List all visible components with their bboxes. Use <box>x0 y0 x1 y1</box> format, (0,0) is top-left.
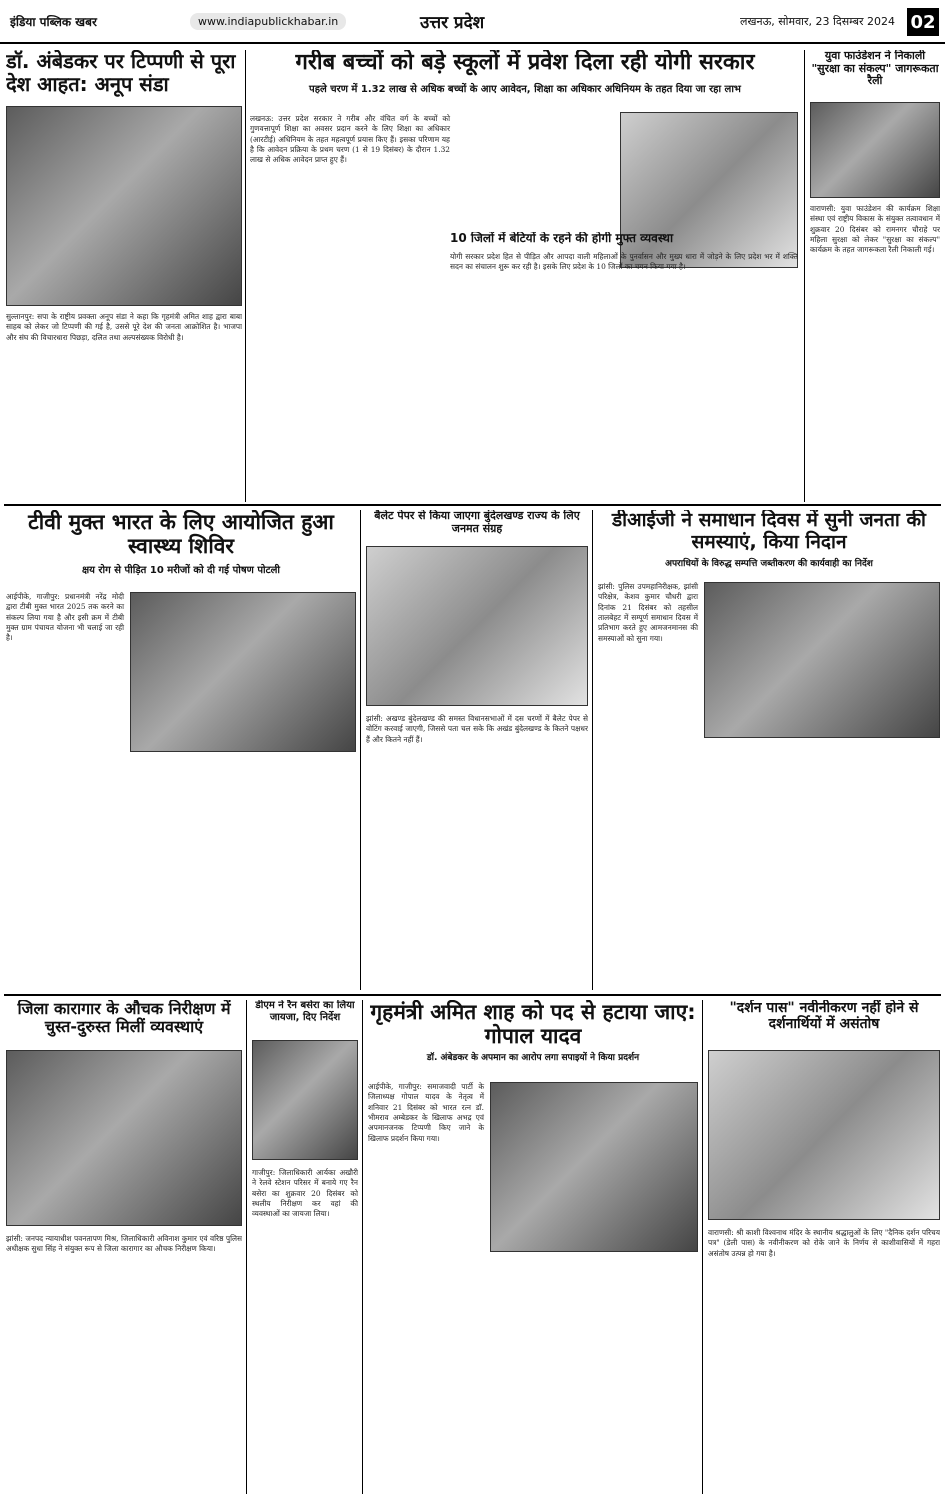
headline: डॉ. अंबेडकर पर टिप्पणी से पूरा देश आहत: अनूप संडा <box>6 50 236 96</box>
article-youth-rally <box>810 50 940 500</box>
website-url[interactable]: www.indiapublickhabar.in <box>190 13 346 30</box>
article-body: झांसी: जनपद न्यायाधीश पवनतापण मिश्र, जिलाधिकारी अविनाश कुमार एवं वरिष्ठ पुलिस अधीक्षक सुधा सिंह ने संयुक्त रूप से जिला कारागार का औचक निरीक्षण किया। <box>6 1234 242 1254</box>
article-body: योगी सरकार प्रदेश हित से पीड़ित और आपदा वाली महिलाओं के पुनर्वासन और मुख्य धारा में जोड़ने के लिए प्रदेश भर में शक्ति सदन का संचालन शुरू कर रही है। इसके लिए प्रदेश के 10 जिलों का चयन किया गया है। <box>450 251 798 272</box>
article-body: सुल्तानपुर: सपा के राष्ट्रीय प्रवक्ता अनूप संडा ने कहा कि गृहमंत्री अमित शाह द्वारा बाबा साहब को लेकर जो टिप्पणी की गई है, उससे पूरे देश की जनता आक्रोशित है। भाजपा और संघ की विचारधारा पिछड़ा, दलित तथा अल्पसंख्यक विरोधी है। <box>6 312 242 342</box>
article-amit-shah <box>368 1000 698 1494</box>
article-body: वाराणसी: युवा फाउंडेशन की कार्यक्रम शिक्षा संस्था एवं राष्ट्रीय विकास के संयुक्त तत्वावधान में शुक्रवार 20 दिसंबर को रामनगर चौराहे पर महिला सुरक्षा को लेकर "सुरक्षा का संकल्प" कार्यक्रम के तहत जागरूकता रैली निकाली गई। <box>810 204 940 255</box>
article-jail <box>6 1000 242 1494</box>
article-body: लखनऊ: उत्तर प्रदेश सरकार ने गरीब और वंचित वर्ग के बच्चों को गुणवत्तापूर्ण शिक्षा का अवसर प्रदान करने के लिए शिक्षा का अधिकार (आरटीई) अधिनियम के तहत महत्वपूर्ण प्रयास किए हैं। इसका परिणाम यह है कि आवेदन प्रक्रिया के प्रथम चरण (1 से 19 दिसंबर) के दौरान 1.32 लाख से अधिक आवेदन प्राप्त हुए हैं। <box>250 114 450 165</box>
darshan-photo <box>708 1050 940 1220</box>
protest-photo <box>6 106 242 306</box>
headline: युवा फाउंडेशन ने निकाली "सुरक्षा का संकल्प" जागरूकता रैली <box>811 50 939 88</box>
article-body: झांसी: पुलिस उपमहानिरीक्षक, झांसी परिक्षेत्र, केशव कुमार चौधरी द्वारा दिनांक 21 दिसंबर को तहसील तालबेहट में सम्पूर्ण समाधान दिवस में प्रतिभाग करते हुए आमजनमानस की समस्याओं को सुना गया। <box>598 582 698 643</box>
page-number: 02 <box>907 8 939 36</box>
article-dm-shelter <box>252 1000 358 1494</box>
subhead: अपराधियों के विरुद्ध सम्पत्ति जब्तीकरण की कार्यवाही का निर्देश <box>665 558 873 569</box>
headline: बैलेट पेपर से किया जाएगा बुंदेलखण्ड राज्य के लिए जनमत संग्रह <box>374 510 580 535</box>
headline: "दर्शन पास" नवीनीकरण नहीं होने से दर्शनार्थियों में असंतोष <box>729 1000 919 1033</box>
article-body: वाराणसी: श्री काशी विश्वनाथ मंदिर के स्थानीय श्रद्धालुओं के लिए "दैनिक दर्शन परिचय पत्र" (डेली पास) के नवीनीकरण को रोके जाने के निर्णय से काशीवासियों में गहरा असंतोष उत्पन्न हो गया है। <box>708 1228 940 1258</box>
headline: जिला कारागार के औचक निरीक्षण में चुस्त-दुरुस्त मिलीं व्यवस्थाएं <box>17 1000 231 1037</box>
column-rule <box>360 510 361 990</box>
rally-photo <box>810 102 940 198</box>
masthead <box>0 0 945 44</box>
headline: टीवी मुक्त भारत के लिए आयोजित हुआ स्वास्थ्य शिविर <box>28 510 334 559</box>
brand-name: इंडिया पब्लिक खबर <box>10 14 97 29</box>
headline: 10 जिलों में बेटियों के रहने की होगी मुफ्त व्यवस्था <box>450 232 674 245</box>
column-rule <box>362 1000 363 1494</box>
subhead: पहले चरण में 1.32 लाख से अधिक बच्चों के आए आवेदन, शिक्षा का अधिकार अधिनियम के तहत दिया जा रहा लाभ <box>309 84 741 96</box>
article-darshan <box>708 1000 940 1494</box>
samadhan-photo <box>704 582 940 738</box>
column-rule <box>592 510 593 990</box>
article-body: झांसी: अखण्ड बुंदेलखण्ड की समस्त विधानसभाओं में दस चरणों में बैलेट पेपर से वोटिंग करवाई जाएगी, जिससे पता चल सके कि अखंड बुंदेलखण्ड के कितने पक्षधर हैं और कितने नहीं हैं। <box>366 714 588 744</box>
meeting-photo <box>366 546 588 706</box>
article-dig <box>598 510 940 990</box>
protest-photo <box>490 1082 698 1252</box>
article-daughters <box>450 232 798 498</box>
headline: गृहमंत्री अमित शाह को पद से हटाया जाए: गोपाल यादव <box>370 1000 696 1049</box>
subhead: क्षय रोग से पीड़ित 10 मरीजों को दी गई पोषण पोटली <box>81 565 281 577</box>
section-rule <box>4 504 941 506</box>
column-rule <box>245 50 246 502</box>
section-title: उत्तर प्रदेश <box>420 12 485 33</box>
subhead: डॉ. अंबेडकर के अपमान का आरोप लगा सपाइयों ने किया प्रदर्शन <box>426 1053 640 1064</box>
article-ballot <box>366 510 588 990</box>
headline: डीआईजी ने समाधान दिवस में सुनी जनता की समस्याएं, किया निदान <box>612 510 926 553</box>
article-body: गाजीपुर: जिलाधिकारी आर्यका अखौरी ने रेलवे स्टेशन परिसर में बनाये गए रैन बसेरा का शुक्रवार 20 दिसंबर को स्थलीय निरीक्षण कर वहां की व्यवस्थाओं का जायजा लिया। <box>252 1168 358 1219</box>
article-tv-free <box>6 510 356 990</box>
health-camp-photo <box>130 592 356 752</box>
article-ambedkar <box>6 50 242 500</box>
column-rule <box>804 50 805 502</box>
issue-date: लखनऊ, सोमवार, 23 दिसम्बर 2024 <box>740 14 895 28</box>
section-rule <box>4 994 941 996</box>
article-body: आईपीके, गाजीपुर: समाजवादी पार्टी के जिलाध्यक्ष गोपाल यादव के नेतृत्व में शनिवार 21 दिसंबर को भारत रत्न डॉ. भीमराव अम्बेडकर के खिलाफ अभद्र एवं अपमानजनक टिप्पणी किए जाने के खिलाफ प्रदर्शन किया गया। <box>368 1082 484 1143</box>
column-rule <box>246 1000 247 1494</box>
headline: डीएम ने रैन बसेरा का लिया जायजा, दिए निर्देश <box>255 1000 355 1023</box>
shelter-photo <box>252 1040 358 1160</box>
jail-photo <box>6 1050 242 1226</box>
article-body: आईपीके, गाजीपुर: प्रधानमंत्री नरेंद्र मोदी द्वारा टीबी मुक्त भारत 2025 तक करने का संकल्प लिया गया है और इसी क्रम में टीबी मुक्त ग्राम पंचायत योजना भी चलाई जा रही है। <box>6 592 124 643</box>
column-rule <box>702 1000 703 1494</box>
headline: गरीब बच्चों को बड़े स्कूलों में प्रवेश दिला रही योगी सरकार <box>295 50 755 75</box>
